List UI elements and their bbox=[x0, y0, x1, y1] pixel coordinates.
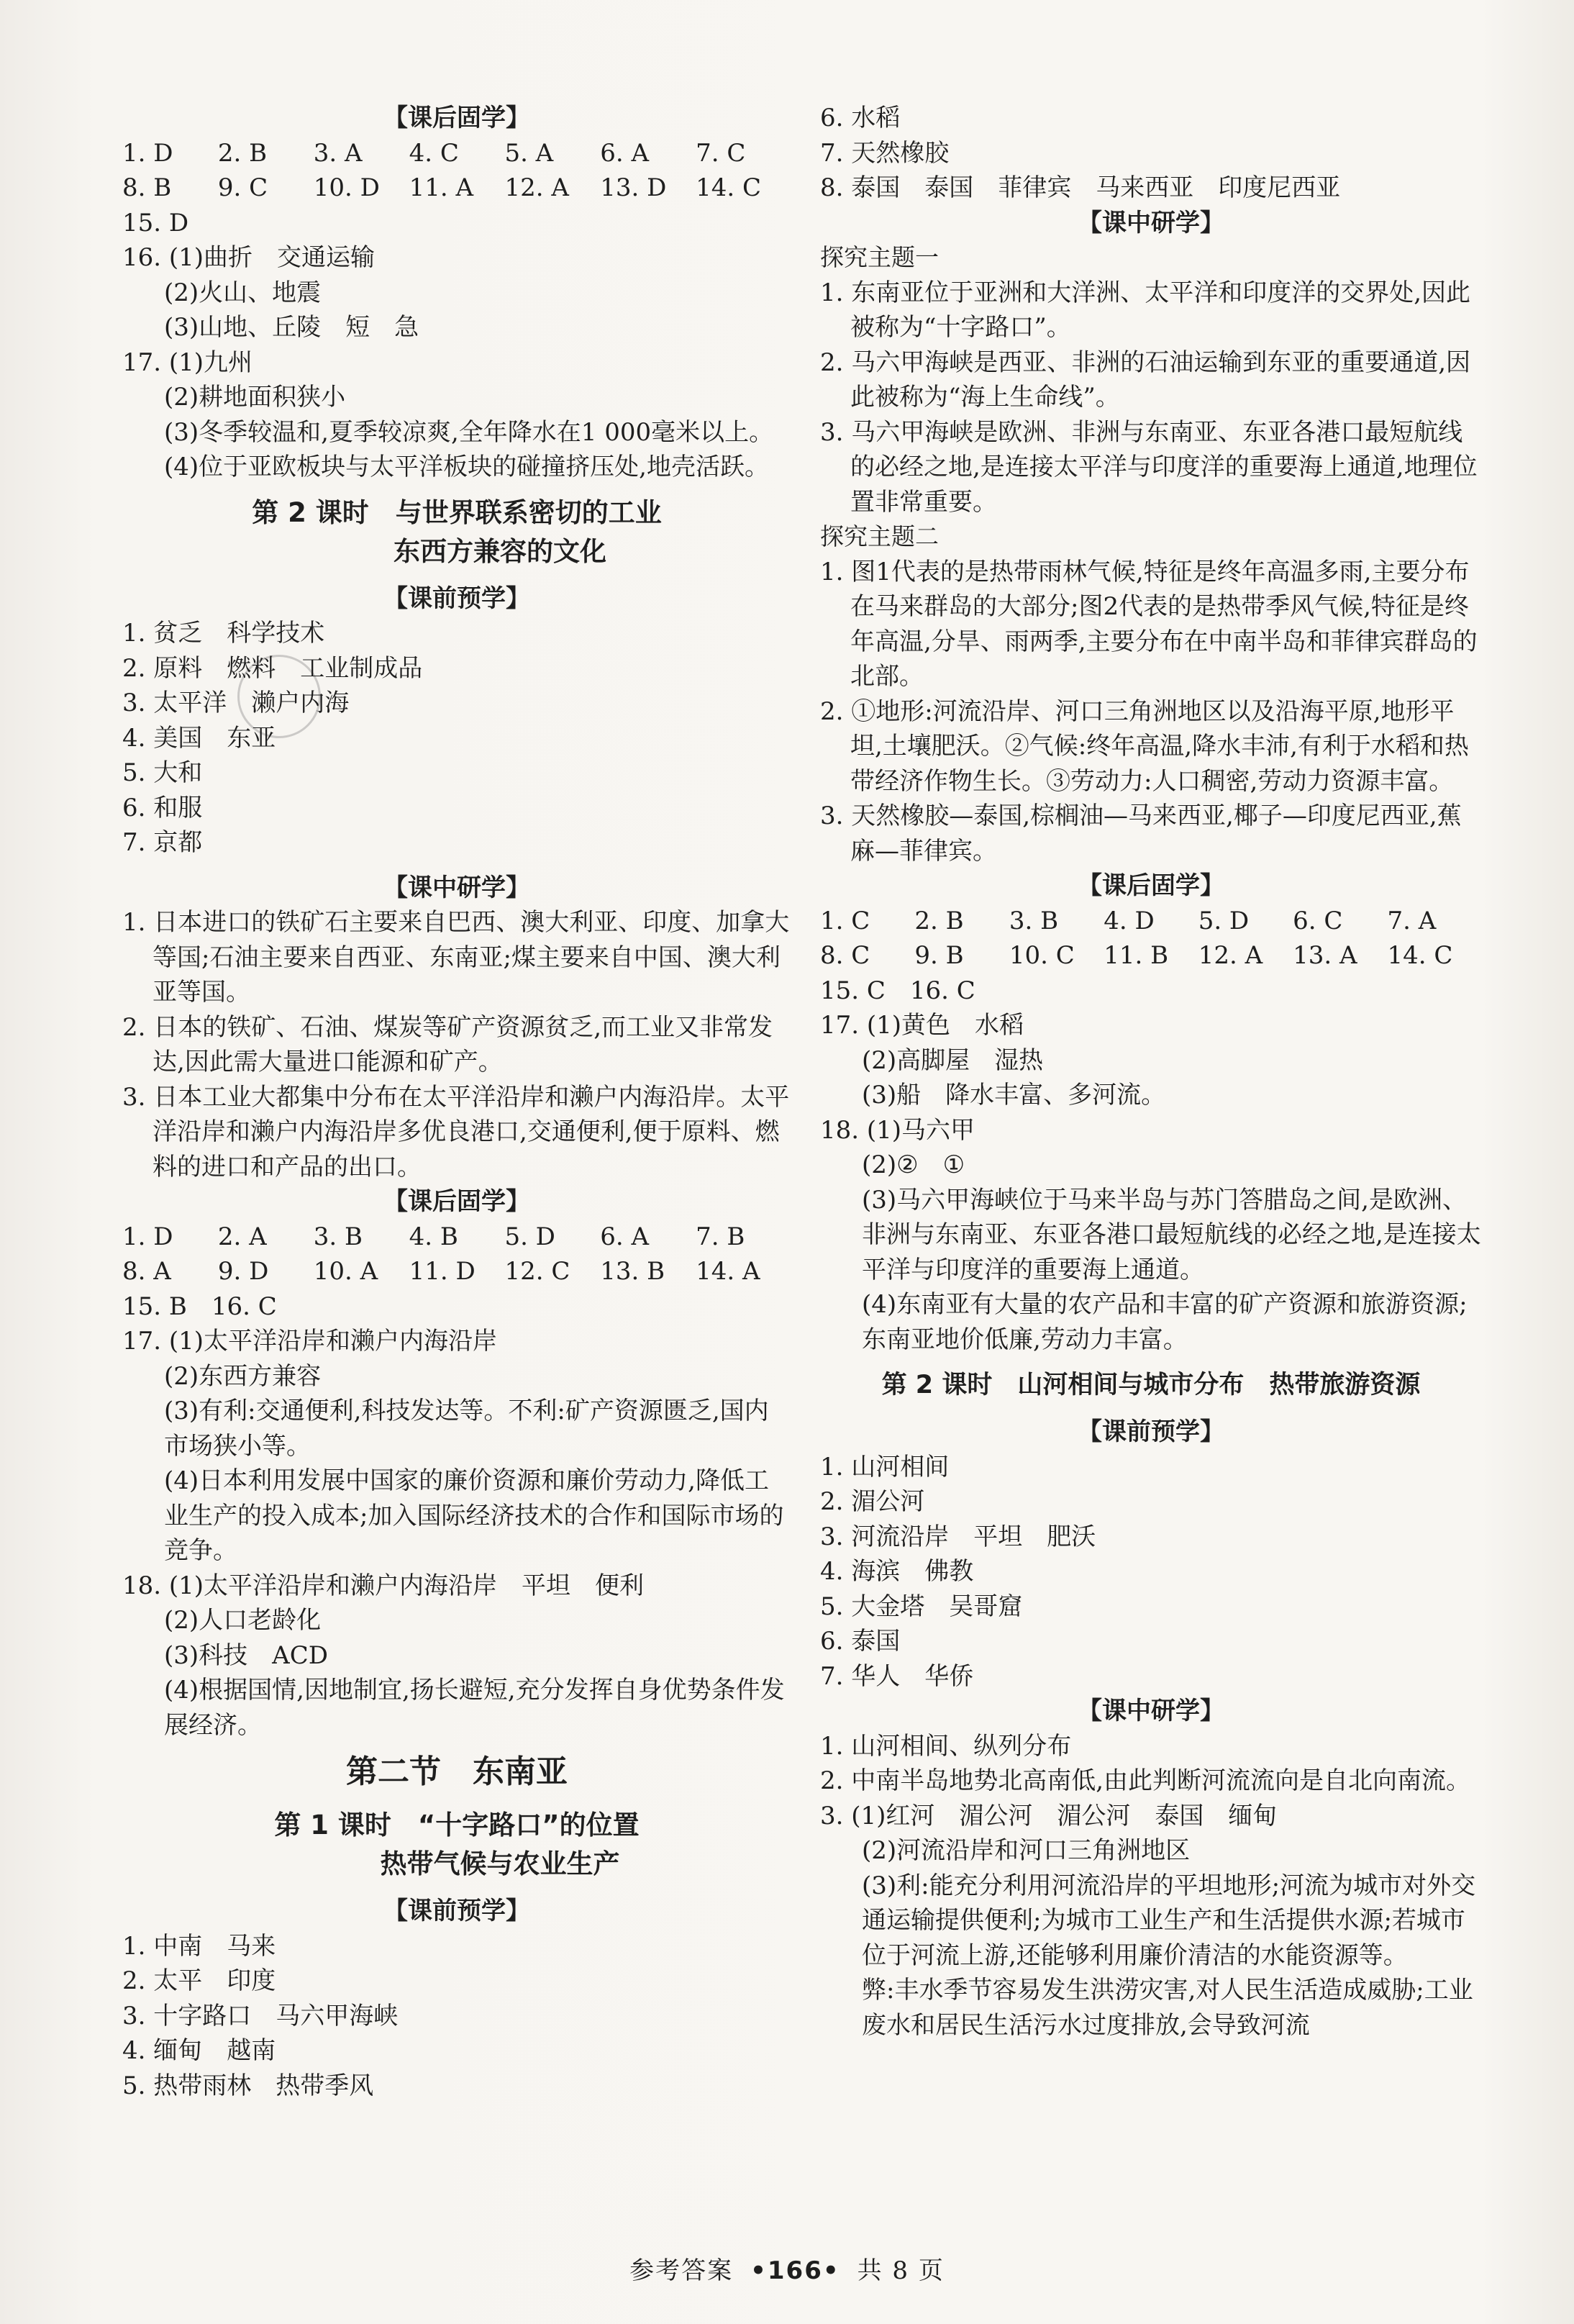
answer-line: (3)利:能充分利用河流沿岸的平坦地形;河流为城市对外交通运输提供便利;为城市工业生产和生活提供水源;若城市位于河流上游,还能够利用廉价清洁的水能资源等。 bbox=[862, 1871, 1476, 1970]
answer: 5. A bbox=[504, 138, 554, 168]
answer: 3. B bbox=[1009, 906, 1059, 935]
answer-line: 2. 太平 印度 bbox=[122, 1966, 276, 1995]
answer-line: 7. 天然橡胶 bbox=[820, 138, 950, 168]
answer-row bbox=[122, 171, 791, 206]
answer: 1. D bbox=[122, 1222, 173, 1251]
answer-line: 5. 热带雨林 热带季风 bbox=[122, 2071, 374, 2100]
answer-line: 4. 海滨 佛教 bbox=[820, 1557, 974, 1586]
answer-line: (3)马六甲海峡位于马来半岛与苏门答腊岛之间,是欧洲、非洲与东南亚、东亚各港口最短航线的必经之地,是连接太平洋与印度洋的重要海上通道。 bbox=[862, 1185, 1481, 1284]
answer: 6. A bbox=[600, 138, 650, 168]
answer-line: (4)位于亚欧板块与太平洋板块的碰撞挤压处,地壳活跃。 bbox=[164, 453, 769, 481]
answer-line: (4)根据国情,因地制宜,扬长避短,充分发挥自身优势条件发展经济。 bbox=[164, 1676, 785, 1740]
answer-paragraph: 3. 天然橡胶—泰国,棕榈油—马来西亚,椰子—印度尼西亚,蕉麻—菲律宾。 bbox=[820, 802, 1462, 866]
answer-paragraph: 3. 日本工业大都集中分布在太平洋沿岸和濑户内海沿岸。太平洋沿岸和濑户内海沿岸多优良港口,交通便利,便于原料、燃料的进口和产品的出口。 bbox=[122, 1082, 790, 1181]
answer: 9. D bbox=[217, 1257, 269, 1286]
answer: 14. C bbox=[1387, 941, 1453, 970]
answer: 12. A bbox=[504, 173, 569, 202]
answer: 11. B bbox=[1104, 941, 1169, 970]
answer-row bbox=[820, 938, 1482, 973]
answer-line: 2. 湄公河 bbox=[820, 1487, 925, 1516]
answer-row bbox=[122, 1220, 791, 1255]
answer-line: 1. 贫乏 科学技术 bbox=[122, 619, 325, 648]
answer: 7. B bbox=[696, 1222, 745, 1251]
answer: 4. D bbox=[1104, 906, 1155, 935]
answer: 8. C bbox=[820, 941, 870, 970]
heading-preview: 【课前预学】 bbox=[1078, 1417, 1224, 1446]
answer-line: 3. 太平洋 濑户内海 bbox=[122, 689, 350, 717]
answer: 9. C bbox=[217, 173, 268, 202]
answer-line: 7. 京都 bbox=[122, 828, 203, 857]
answer-paragraph: 3. 马六甲海峡是欧洲、非洲与东南亚、东亚各港口最短航线的必经之地,是连接太平洋与印度洋的重要海上通道,地理位置非常重要。 bbox=[820, 417, 1478, 517]
footer-label: 参考答案 bbox=[629, 2256, 734, 2285]
answer-paragraph: 2. 日本的铁矿、石油、煤炭等矿产资源贫乏,而工业又非常发达,因此需大量进口能源和矿产。 bbox=[122, 1012, 773, 1076]
answer: 3. B bbox=[313, 1222, 363, 1251]
answer-line: 18. (1)马六甲 bbox=[820, 1115, 975, 1145]
answer-line: 7. 华人 华侨 bbox=[820, 1661, 974, 1691]
answer-line: 6. 泰国 bbox=[820, 1627, 901, 1656]
answer: 12. C bbox=[504, 1257, 570, 1286]
answer-paragraph: 2. ①地形:河流沿岸、河口三角洲地区以及沿海平原,地形平坦,土壤肥沃。②气候:终年高温,降水丰沛,有利于水稻和热带经济作物生长。③劳动力:人口稠密,劳动力资源丰富。 bbox=[820, 696, 1469, 796]
lesson-title: 第 1 课时 “十字路口”的位置 bbox=[274, 1810, 640, 1840]
right-column bbox=[820, 101, 1482, 2043]
answer-line: 弊:丰水季节容易发生洪涝灾害,对人民生活造成威胁;工业废水和居民生活污水过度排放,会导致河流 bbox=[862, 1976, 1473, 2040]
answer-line: 5. 大和 bbox=[122, 758, 203, 787]
answer: 2. B bbox=[914, 906, 964, 935]
answer-line: (2)高脚屋 湿热 bbox=[862, 1045, 1044, 1075]
lesson-subtitle: 东西方兼容的文化 bbox=[394, 535, 606, 567]
answer: 9. B bbox=[914, 941, 964, 970]
answer-line: (4)东南亚有大量的农产品和丰富的矿产资源和旅游资源;东南亚地价低廉,劳动力丰富。 bbox=[862, 1290, 1468, 1354]
heading-preview: 【课前预学】 bbox=[383, 1897, 530, 1925]
answer-line: 5. 大金塔 吴哥窟 bbox=[820, 1592, 1023, 1621]
answer-line: 3. 河流沿岸 平坦 肥沃 bbox=[820, 1522, 1096, 1551]
answer: 5. D bbox=[1198, 906, 1250, 935]
answer-line: (2)河流沿岸和河口三角洲地区 bbox=[862, 1836, 1191, 1865]
answer: 12. A bbox=[1198, 941, 1263, 970]
answer: 2. B bbox=[217, 138, 268, 168]
left-column bbox=[122, 101, 791, 2103]
answer-line: 1. 中南 马来 bbox=[122, 1931, 276, 1961]
lesson-title: 第 2 课时 山河相间与城市分布 热带旅游资源 bbox=[881, 1371, 1421, 1399]
answer-paragraph: 2. 马六甲海峡是西亚、非洲的石油运输到东亚的重要通道,因此被称为“海上生命线”。 bbox=[820, 348, 1471, 412]
answer: 7. A bbox=[1387, 906, 1437, 935]
answer-line: (3)船 降水丰富、多河流。 bbox=[862, 1081, 1166, 1109]
answer-line: 16. (1)曲折 交通运输 bbox=[122, 243, 376, 272]
page-footer bbox=[0, 2251, 1574, 2286]
footer-total: 共 8 页 bbox=[857, 2256, 945, 2285]
answer: 13. D bbox=[600, 173, 667, 202]
answer-line: 18. (1)太平洋沿岸和濑户内海沿岸 平坦 便利 bbox=[122, 1571, 645, 1600]
answer: 11. D bbox=[409, 1257, 476, 1286]
page-number: •166• bbox=[750, 2256, 840, 2285]
answer: 7. C bbox=[696, 138, 746, 168]
heading-homework: 【课后固学】 bbox=[383, 1187, 530, 1216]
answer-paragraph: 1. 日本进口的铁矿石主要来自巴西、澳大利亚、印度、加拿大等国;石油主要来自西亚、东南亚;煤主要来自中国、澳大利亚等国。 bbox=[122, 908, 790, 1007]
answer: 1. C bbox=[820, 906, 870, 935]
answer-paragraph: 1. 图1代表的是热带雨林气候,特征是终年高温多雨,主要分布在马来群岛的大部分;图2代表的是热带季风气候,特征是终年高温,分旱、雨两季,主要分布在中南半岛和菲律宾群岛的北部。 bbox=[820, 557, 1478, 691]
heading-preview: 【课前预学】 bbox=[383, 584, 530, 613]
answer-line: 6. 水稻 bbox=[820, 104, 901, 132]
answer-line: 15. D bbox=[122, 208, 189, 237]
answer: 10. C bbox=[1009, 941, 1075, 970]
lesson-title: 第 2 课时 与世界联系密切的工业 bbox=[252, 496, 662, 528]
answer-line: (2)火山、地震 bbox=[164, 278, 322, 307]
answer-row bbox=[820, 904, 1482, 939]
answer-line: 8. 泰国 泰国 菲律宾 马来西亚 印度尼西亚 bbox=[820, 173, 1341, 202]
answer-paragraph: 1. 东南亚位于亚洲和大洋洲、太平洋和印度洋的交界处,因此被称为“十字路口”。 bbox=[820, 278, 1471, 342]
answer-line: (4)日本利用发展中国家的廉价资源和廉价劳动力,降低工业生产的投入成本;加入国际经济技术的合作和国际市场的竞争。 bbox=[164, 1466, 784, 1565]
answer: 6. C bbox=[1293, 906, 1343, 935]
heading-inclass: 【课中研学】 bbox=[383, 873, 530, 902]
topic-label: 探究主题一 bbox=[820, 243, 939, 271]
answer-line: 1. 山河相间 bbox=[820, 1452, 950, 1481]
answer-row bbox=[122, 136, 791, 171]
answer-line: (3)山地、丘陵 短 急 bbox=[164, 313, 419, 342]
answer-line: 4. 美国 东亚 bbox=[122, 723, 276, 753]
answer-paragraph: 2. 中南半岛地势北高南低,由此判断河流流向是自北向南流。 bbox=[820, 1766, 1471, 1795]
answer: 11. A bbox=[409, 173, 474, 202]
answer: 14. A bbox=[696, 1257, 760, 1286]
answer-line: 4. 缅甸 越南 bbox=[122, 2036, 276, 2065]
answer-row bbox=[122, 1254, 791, 1289]
answer-line: (3)冬季较温和,夏季较凉爽,全年降水在1 000毫米以上。 bbox=[164, 417, 774, 447]
heading-homework: 【课后固学】 bbox=[1078, 871, 1224, 900]
answer: 10. D bbox=[313, 173, 380, 202]
topic-label: 探究主题二 bbox=[820, 522, 939, 550]
answer: 3. A bbox=[313, 138, 363, 168]
answer-line: 17. (1)九州 bbox=[122, 348, 253, 377]
section-title: 第二节 东南亚 bbox=[346, 1753, 568, 1790]
answer-line: 2. 原料 燃料 工业制成品 bbox=[122, 653, 423, 683]
answer: 4. B bbox=[409, 1222, 458, 1251]
answer-paragraph: 1. 山河相间、纵列分布 bbox=[820, 1731, 1072, 1761]
answer-line: (3)有利:交通便利,科技发达等。不利:矿产资源匮乏,国内市场狭小等。 bbox=[164, 1397, 769, 1461]
answer: 14. C bbox=[696, 173, 762, 202]
answer: 2. A bbox=[217, 1222, 267, 1251]
answer-line: 3. 十字路口 马六甲海峡 bbox=[122, 2001, 399, 2030]
heading-inclass: 【课中研学】 bbox=[1078, 208, 1224, 237]
answer-line: 6. 和服 bbox=[122, 793, 203, 822]
answer-line: (2)耕地面积狭小 bbox=[164, 383, 346, 412]
answer-line: (2)② ① bbox=[862, 1150, 965, 1179]
answer-line: 17. (1)黄色 水稻 bbox=[820, 1011, 1024, 1040]
answer-line: 15. C 16. C bbox=[820, 976, 975, 1005]
answer: 13. B bbox=[600, 1257, 665, 1286]
answer-line: (2)东西方兼容 bbox=[164, 1361, 322, 1391]
answer: 8. B bbox=[122, 173, 172, 202]
answer-line: 15. B 16. C bbox=[122, 1292, 277, 1321]
heading-homework: 【课后固学】 bbox=[383, 104, 530, 132]
lesson-subtitle: 热带气候与农业生产 bbox=[380, 1848, 620, 1879]
answer: 1. D bbox=[122, 138, 173, 168]
answer: 5. D bbox=[504, 1222, 555, 1251]
answer: 13. A bbox=[1293, 941, 1357, 970]
answer: 6. A bbox=[600, 1222, 650, 1251]
answer-line: (2)人口老龄化 bbox=[164, 1606, 322, 1635]
answer: 8. A bbox=[122, 1257, 171, 1286]
answer-line: 17. (1)太平洋沿岸和濑户内海沿岸 bbox=[122, 1327, 498, 1356]
answer: 4. C bbox=[409, 138, 459, 168]
answer-line: (3)科技 ACD bbox=[164, 1640, 328, 1670]
answer-line: 3. (1)红河 湄公河 湄公河 泰国 缅甸 bbox=[820, 1801, 1278, 1830]
heading-inclass: 【课中研学】 bbox=[1078, 1697, 1224, 1725]
answer: 10. A bbox=[313, 1257, 378, 1286]
